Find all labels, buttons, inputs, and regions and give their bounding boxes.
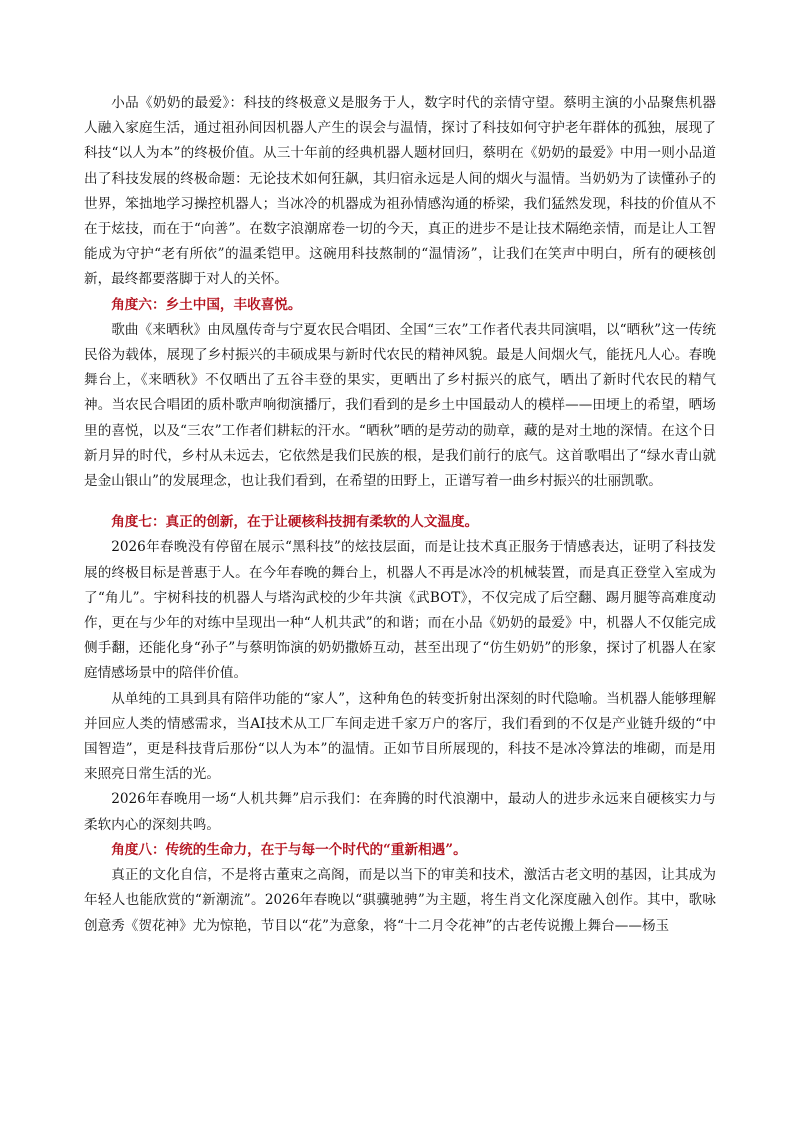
paragraph: 小品《奶奶的最爱》：科技的终极意义是服务于人，数字时代的亲情守望。蔡明主演的小品聚焦机器人融入家庭生活，通过祖孙间因机器人产生的误会与温情，探讨了科技如何守护老年群体的孤独，展现了科技“以人为本”的终极价值。从三十年前的经典机器人题材回归，蔡明在《奶奶的最爱》中用一则小品道出了科技发展的终极命题：无论技术如何狂飙，其归宿永远是人间的烟火与温情。当奶奶为了读懂孙子的世界，笨拙地学习操控机器人；当冰冷的机器成为祖孙情感沟通的桥梁，我们猛然发现，科技的价值从不在于炫技，而在于“向善”。在数字浪潮席卷一切的今天，真正的进步不是让技术隔绝亲情，而是让人工智能成为守护“老有所依”的温柔铠甲。这碗用科技熬制的“温情汤”，让我们在笑声中明白，所有的硬核创新，最终都要落脚于对人的关怀。 [84, 95, 716, 288]
section-heading: 角度七：真正的创新，在于让硬核科技拥有柔软的人文温度。 [111, 514, 479, 531]
paragraph-spacer [84, 494, 716, 510]
paragraph: 2026年春晚没有停留在展示“黑科技”的炫技层面，而是让技术真正服务于情感表达，证明了科技发展的终极目标是普惠于人。在今年春晚的舞台上，机器人不再是冰冷的机械装置，而是真正登堂入室成为了“角儿”。宇树科技的机器人与塔沟武校的少年共演《武BOT》，不仅完成了后空翻、踢月腿等高难度动作，更在与少年的对练中呈现出一种“人机共武”的和谐；而在小品《奶奶的最爱》中，机器人不仅能完成侧手翻，还能化身“孙子”与蔡明饰演的奶奶撒娇互动，甚至出现了“仿生奶奶”的形象，探讨了机器人在家庭情感场景中的陪伴价值。 [84, 539, 716, 682]
paragraph: 歌曲《来晒秋》由凤凰传奇与宁夏农民合唱团、全国“三农”工作者代表共同演唱，以“晒秋”这一传统民俗为载体，展现了乡村振兴的丰硕成果与新时代农民的精神风貌。最是人间烟火气，能抚凡人心。春晚舞台上，《来晒秋》不仅晒出了五谷丰登的果实，更晒出了乡村振兴的底气，晒出了新时代农民的精气神。当农民合唱团的质朴歌声响彻演播厅，我们看到的是乡土中国最动人的模样——田埂上的希望，晒场里的喜悦，以及“三农”工作者们耕耘的汗水。“晒秋”晒的是劳动的勋章，藏的是对土地的深情。在这个日新月异的时代，乡村从未远去，它依然是我们民族的根，是我们前行的底气。这首歌唱出了“绿水青山就是金山银山”的发展理念，也让我们看到，在希望的田野上，正谱写着一曲乡村振兴的壮丽凯歌。 [84, 321, 716, 490]
paragraph: 真正的文化自信，不是将古董束之高阁，而是以当下的审美和技术，激活古老文明的基因，让其成为年轻人也能欣赏的“新潮流”。2026年春晚以“骐骥驰骋”为主题，将生肖文化深度融入创作。其中，歌咏创意秀《贺花神》尤为惊艳，节目以“花”为意象，将“十二月令花神”的古老传说搬上舞台——杨玉 [84, 867, 716, 934]
section-heading: 角度六：乡土中国，丰收喜悦。 [111, 296, 302, 313]
paragraph: 从单纯的工具到具有陪伴功能的“家人”，这种角色的转变折射出深刻的时代隐喻。当机器人能够理解并回应人类的情感需求，当AI技术从工厂车间走进千家万户的客厅，我们看到的不仅是产业链升级的“中国智造”，更是科技背后那份“以人为本”的温情。正如节目所展现的，科技不是冰冷算法的堆砌，而是用来照亮日常生活的光。 [84, 690, 716, 783]
paragraph: 2026年春晚用一场“人机共舞”启示我们：在奔腾的时代浪潮中，最动人的进步永远来自硬核实力与柔软内心的深刻共鸣。 [84, 791, 716, 833]
section-heading: 角度八：传统的生命力，在于与每一个时代的“重新相遇”。 [111, 841, 467, 858]
document-body [84, 91, 716, 939]
